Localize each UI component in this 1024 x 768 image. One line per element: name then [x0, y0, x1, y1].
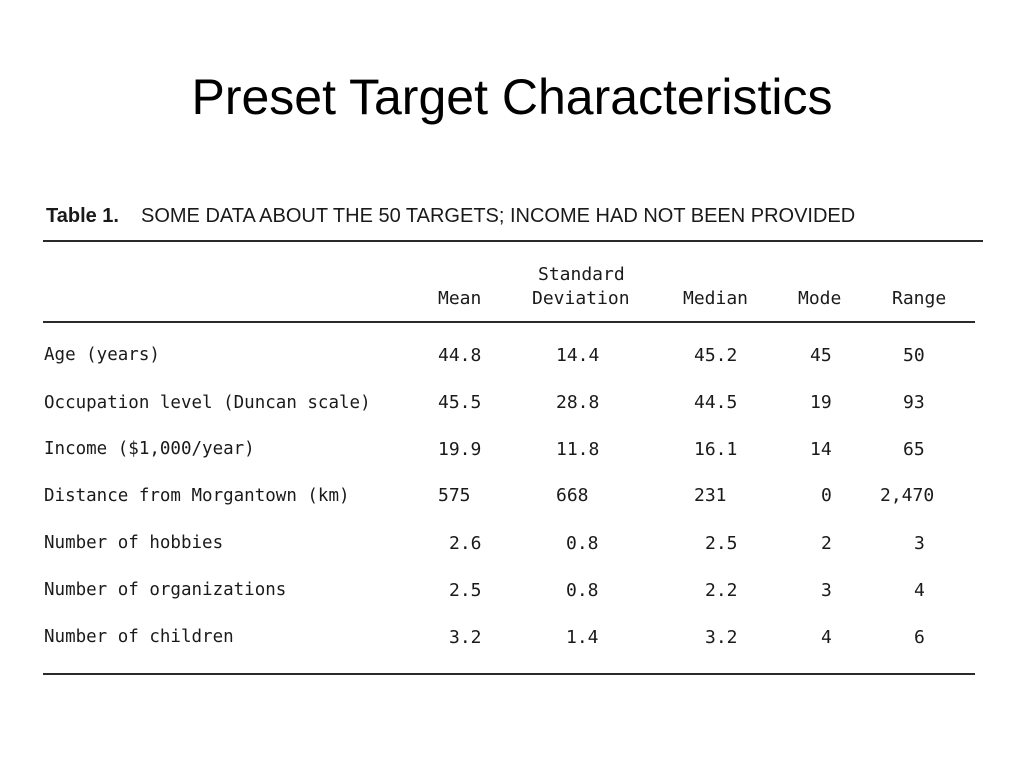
cell-sd: 0.8: [566, 580, 599, 601]
table-caption-text: SOME DATA ABOUT THE 50 TARGETS; INCOME HAD NOT BEEN PROVIDED: [141, 205, 856, 227]
table-top-rule: [43, 240, 983, 242]
cell-range: 93: [903, 392, 925, 413]
cell-sd: 14.4: [556, 345, 600, 366]
cell-sd: 28.8: [556, 392, 600, 413]
row-label: Age (years): [44, 345, 160, 365]
cell-median: 44.5: [694, 392, 738, 413]
cell-median: 2.5: [705, 533, 738, 554]
row-label: Number of organizations: [44, 580, 287, 600]
cell-mean: 2.5: [449, 580, 482, 601]
table-caption: [46, 200, 986, 232]
cell-mode: 2: [821, 533, 832, 554]
row-label: Number of hobbies: [44, 533, 224, 553]
cell-mean: 2.6: [449, 533, 482, 554]
cell-mode: 19: [810, 392, 832, 413]
cell-mean: 45.5: [438, 392, 482, 413]
cell-median: 16.1: [694, 439, 738, 460]
column-header-mean: Mean: [438, 288, 482, 309]
cell-mode: 0: [821, 485, 832, 506]
cell-sd: 0.8: [566, 533, 599, 554]
cell-mean: 44.8: [438, 345, 482, 366]
column-header-median: Median: [683, 288, 749, 309]
row-label: Income ($1,000/year): [44, 439, 255, 459]
cell-mean: 19.9: [438, 439, 482, 460]
table-caption-label: Table 1.: [46, 205, 119, 227]
cell-mode: 45: [810, 345, 832, 366]
cell-sd: 1.4: [566, 627, 599, 648]
column-header-mode: Mode: [798, 288, 842, 309]
cell-range: 3: [914, 533, 925, 554]
cell-mean: 3.2: [449, 627, 482, 648]
cell-median: 45.2: [694, 345, 738, 366]
cell-mean: 575: [438, 485, 471, 506]
cell-range: 2,470: [880, 485, 935, 506]
cell-range: 6: [914, 627, 925, 648]
cell-sd: 668: [556, 485, 589, 506]
row-label: Occupation level (Duncan scale): [44, 393, 371, 413]
cell-median: 2.2: [705, 580, 738, 601]
cell-range: 4: [914, 580, 925, 601]
column-header-sd-line2: Deviation: [532, 288, 630, 309]
cell-median: 3.2: [705, 627, 738, 648]
row-label: Number of children: [44, 627, 234, 647]
cell-sd: 11.8: [556, 439, 600, 460]
slide-title: Preset Target Characteristics: [191, 69, 833, 125]
cell-mode: 4: [821, 627, 832, 648]
cell-range: 50: [903, 345, 925, 366]
table-bottom-rule: [43, 673, 975, 675]
cell-median: 231: [694, 485, 727, 506]
cell-range: 65: [903, 439, 925, 460]
table-header-rule: [43, 321, 975, 323]
cell-mode: 3: [821, 580, 832, 601]
cell-mode: 14: [810, 439, 832, 460]
column-header-range: Range: [892, 288, 947, 309]
column-header-sd-line1: Standard: [538, 264, 625, 285]
row-label: Distance from Morgantown (km): [44, 486, 350, 506]
